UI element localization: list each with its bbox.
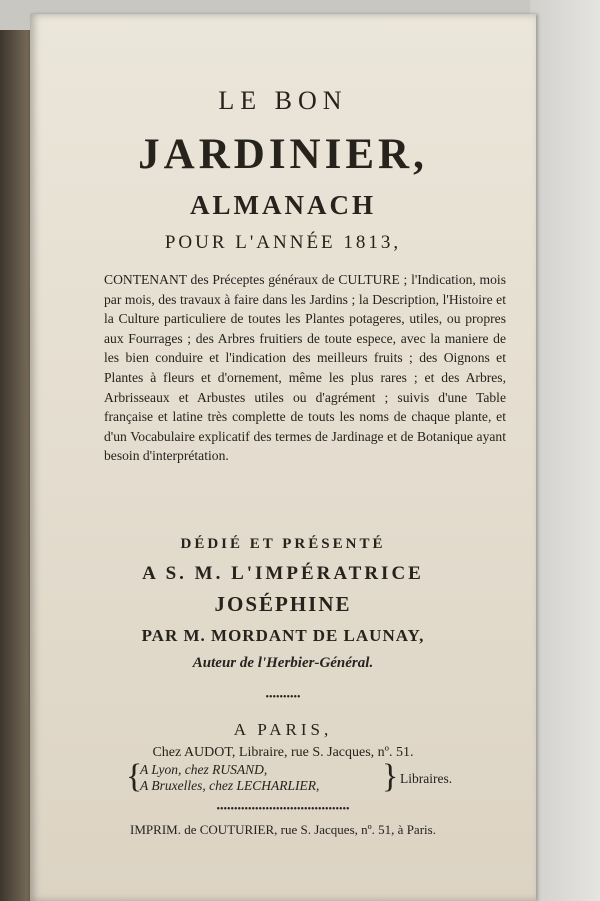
author-title: Auteur de l'Herbier-Général. bbox=[192, 655, 374, 671]
title-almanach: ALMANACH bbox=[190, 190, 376, 220]
title-line-1: LE BON bbox=[218, 86, 348, 115]
publisher-bruxelles: A Bruxelles, chez LECHARLIER, bbox=[140, 778, 320, 793]
ornament-rule-2: •••••••••••••••••••••••••••••••••••••• bbox=[216, 804, 350, 815]
title-year: POUR L'ANNÉE 1813, bbox=[164, 232, 402, 253]
dedication-name: JOSÉPHINE bbox=[214, 592, 352, 616]
publisher-city: A PARIS, bbox=[233, 720, 333, 739]
description-paragraph: CONTENANT des Préceptes généraux de CULTURE ; l'Indication, mois par mois, des travaux à faire dans les Jardins ; la Description, l'Histoire et la Culture particuliere de toutes les Plantes potageres, utiles, ou propres aux Fourrages ; des Arbres fruitiers de toute espece, avec la maniere de les bien conduire et l'indication des meilleurs fruits ; des Oignons et Plantes à fleurs et d'ornement, même les plus rares ; et des Arbres, Arbrisseaux et Arbustes utiles ou d'agrément ; suivis d'une Table française et latine très complette de touts les noms de chaque plante, et d'un Vocabulaire explicatif des termes de Jardinage et de Botanique ayant besoin d'interprétation. bbox=[104, 272, 506, 464]
publisher-others bbox=[140, 762, 319, 794]
right-brace: } bbox=[382, 758, 399, 795]
imprint-line: IMPRIM. de COUTURIER, rue S. Jacques, nº. 51, à Paris. bbox=[130, 822, 436, 837]
publisher-libraires: Libraires. bbox=[400, 771, 453, 786]
title-main: JARDINIER, bbox=[138, 131, 428, 178]
publisher-main: Chez AUDOT, Libraire, rue S. Jacques, nº. 51. bbox=[152, 745, 414, 760]
dedication-line-2: A S. M. L'IMPÉRATRICE bbox=[142, 563, 424, 584]
publisher-lyon: A Lyon, chez RUSAND, bbox=[140, 762, 268, 777]
background-right bbox=[530, 0, 600, 901]
dedication-line-1: DÉDIÉ ET PRÉSENTÉ bbox=[180, 536, 386, 552]
title-page bbox=[30, 14, 536, 901]
author-line: PAR M. MORDANT DE LAUNAY, bbox=[141, 626, 425, 645]
ornament-rule: •••••••••• bbox=[265, 692, 301, 703]
left-brace: { bbox=[126, 758, 143, 795]
